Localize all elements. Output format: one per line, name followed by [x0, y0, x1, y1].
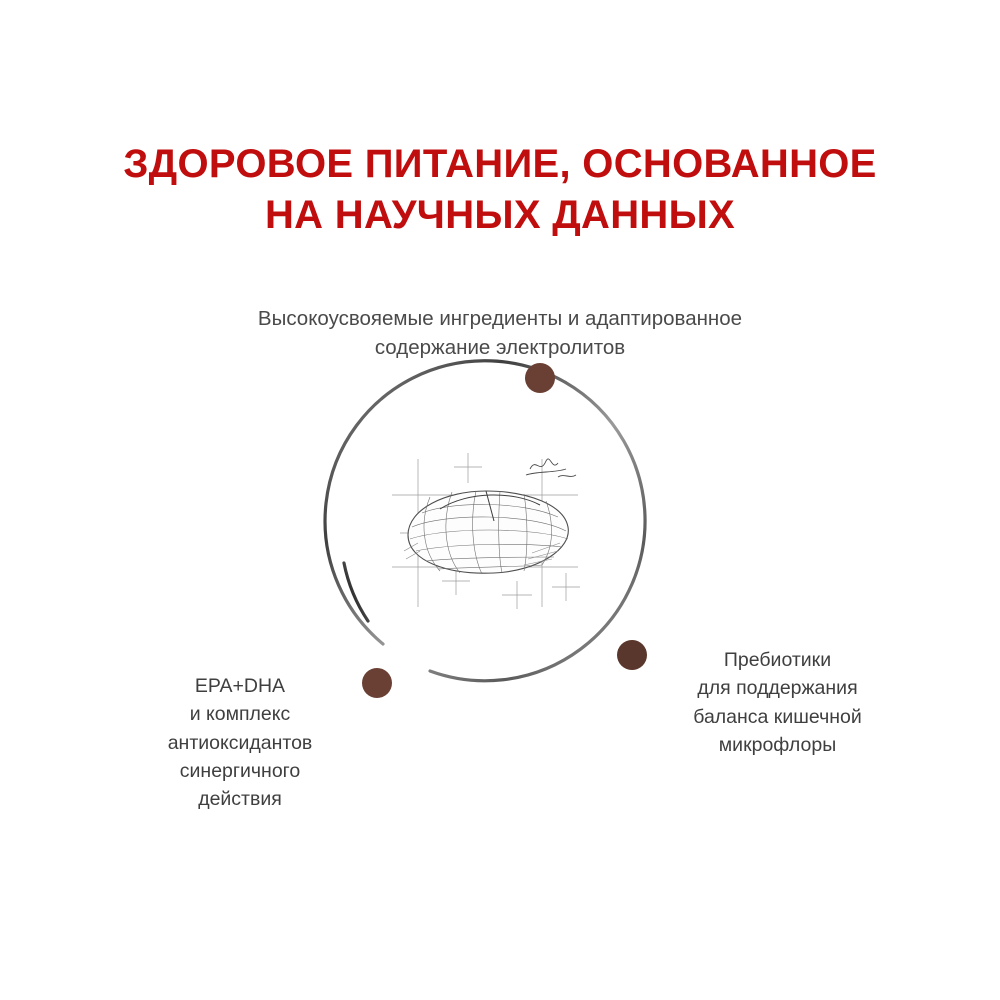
feature-label-left-line-4: синергичного — [179, 759, 301, 782]
feature-label-right-line-1: Пребиотики — [723, 649, 832, 671]
page-title-line-2: НА НАУЧНЫХ ДАННЫХ — [264, 192, 736, 237]
feature-label-left — [120, 672, 360, 813]
feature-label-left-line-5: действия — [198, 788, 282, 811]
page-subtitle-line-1: Высокоусвояемые ингредиенты и адаптированное — [257, 306, 743, 330]
feature-label-right — [655, 646, 900, 759]
diagram-node-dot-top — [525, 363, 555, 393]
page-title-line-1: ЗДОРОВОЕ ПИТАНИЕ, ОСНОВАННОЕ — [123, 141, 877, 186]
diagram-node-dot-left — [362, 668, 392, 698]
page-title — [60, 139, 940, 241]
page-subtitle — [150, 304, 850, 362]
feature-label-left-line-3: антиоксидантов — [167, 731, 313, 754]
kibble-sketch-icon — [382, 447, 598, 617]
page-subtitle-line-2: содержание электролитов — [374, 335, 626, 359]
feature-label-left-line-2: и комплекс — [189, 703, 291, 726]
diagram-node-dot-right — [617, 640, 647, 670]
science-diagram — [330, 365, 650, 685]
feature-label-right-line-2: для поддержания — [697, 677, 858, 700]
feature-label-right-line-4: микрофлоры — [718, 733, 837, 756]
feature-label-right-line-3: баланса кишечной — [693, 705, 862, 728]
feature-label-left-line-1: EPA+DHA — [194, 675, 286, 697]
